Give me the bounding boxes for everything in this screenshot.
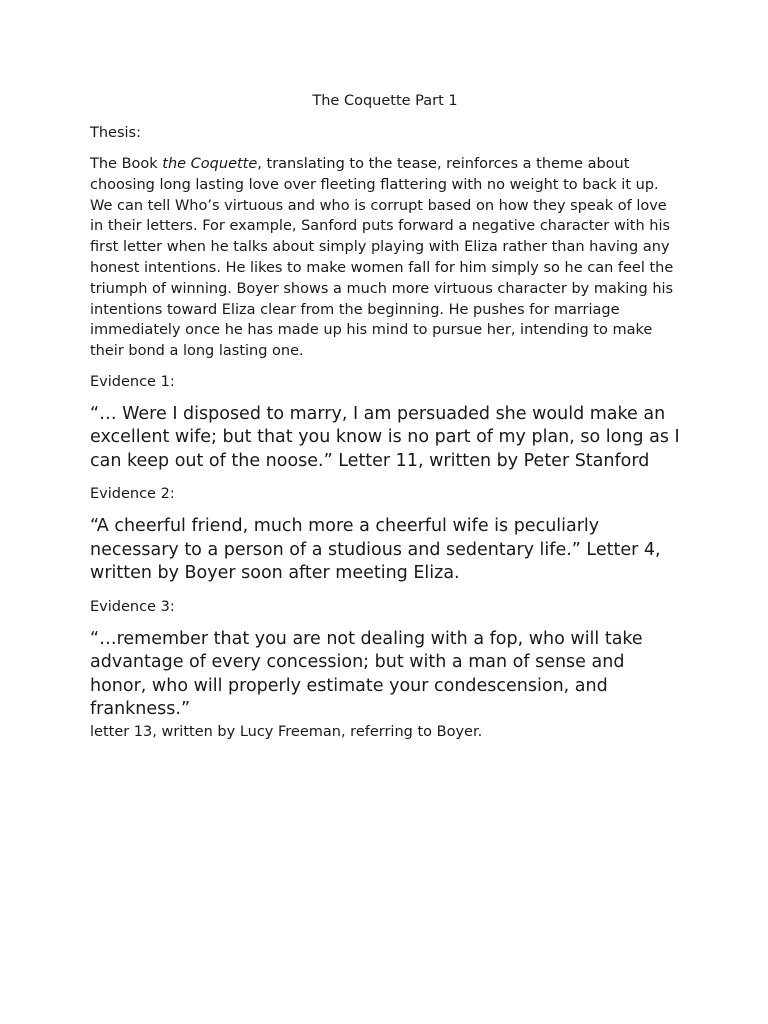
document-page <box>90 91 680 742</box>
evidence-1-label: Evidence 1: <box>90 373 175 390</box>
thesis-lead: The Book <box>90 156 163 172</box>
evidence-2-quote: “A cheerful friend, much more a cheerful wife is peculiarly necessary to a person of a studious and sedentary life.” Letter 4, written by Boyer soon after meeting Eliza. <box>90 516 661 584</box>
document-title: The Coquette Part 1 <box>312 93 458 109</box>
evidence-1-quote: “… Were I disposed to marry, I am persuaded she would make an excellent wife; but that you know is no part of my plan, so long as I can keep out of the noose.” Letter 11, written by Peter Stanford <box>90 403 680 471</box>
evidence-3-quote: “…remember that you are not dealing with a fop, who will take advantage of every concession; but with a man of sense and honor, who will properly estimate your condescension, and frankness.” <box>90 628 643 720</box>
book-title: the Coquette <box>162 156 258 172</box>
thesis-text: , translating to the tease, reinforces a theme about choosing long lasting love over fleeting flattering with no weight to back it up. We can tell Who’s virtuous and who is corrupt based on how they speak of love in their letters. For example, Sanford puts forward a negative character with his first letter when he talks about simply playing with Eliza rather than having any honest intentions. He likes to make women fall for him simply so he can feel the triumph of winning. Boyer shows a much more virtuous character by making his intentions toward Eliza clear from the beginning. He pushes for marriage immediately once he has made up his mind to pursue her, intending to make their bond a long lasting one. <box>90 156 674 360</box>
thesis-paragraph <box>90 154 680 362</box>
evidence-3-citation: letter 13, written by Lucy Freeman, referring to Boyer. <box>90 723 483 740</box>
evidence-2-label: Evidence 2: <box>90 486 175 503</box>
thesis-label: Thesis: <box>90 125 141 141</box>
evidence-3-label: Evidence 3: <box>90 598 175 615</box>
